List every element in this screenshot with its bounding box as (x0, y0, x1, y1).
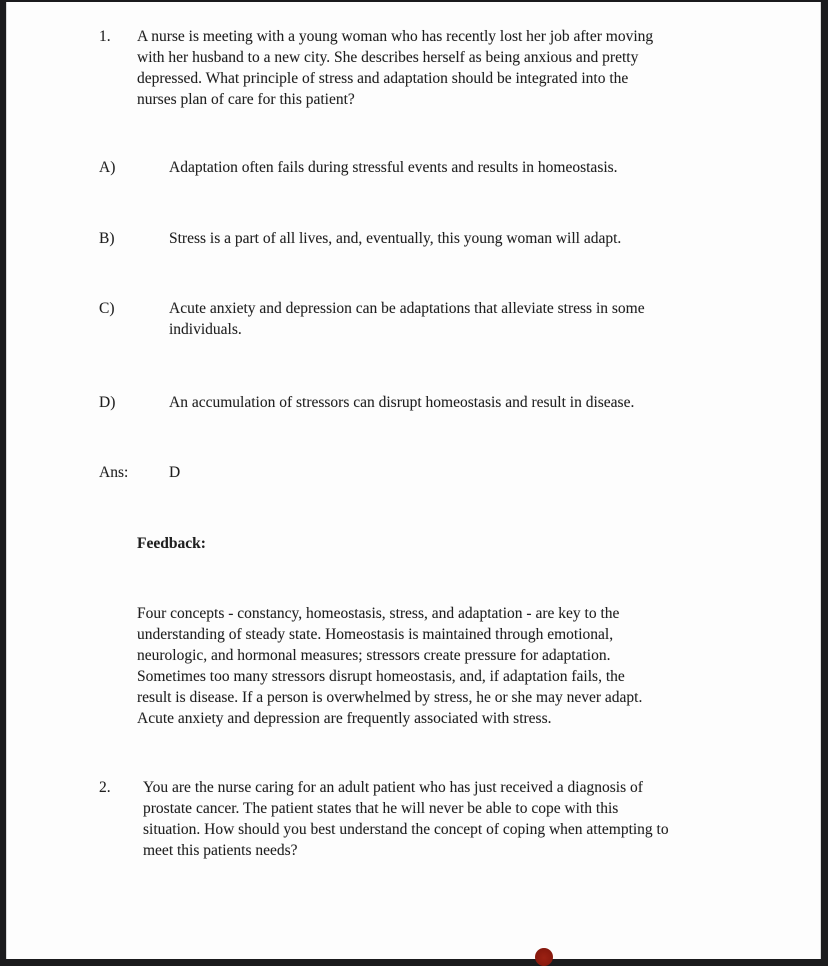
option-a-text (169, 157, 618, 178)
question-2-number: 2. (99, 779, 111, 796)
text-line: understanding of steady state. Homeostasis is maintained through emotional, (137, 626, 614, 643)
question-1-number: 1. (99, 28, 111, 45)
text-line: Four concepts - constancy, homeostasis, stress, and adaptation - are key to the (137, 605, 620, 622)
feedback-heading: Feedback: (137, 535, 206, 552)
question-1-text (137, 26, 653, 110)
option-c-text (169, 298, 645, 340)
option-b-letter: B) (99, 230, 115, 247)
option-b-text (169, 228, 621, 249)
text-line: Stress is a part of all lives, and, eventually, this young woman will adapt. (169, 230, 622, 247)
text-line: Acute anxiety and depression are frequently associated with stress. (137, 710, 552, 727)
document-page (6, 2, 821, 959)
option-d-text (169, 392, 634, 413)
option-c-letter: C) (99, 300, 115, 317)
text-line: result is disease. If a person is overwhelmed by stress, he or she may never adapt. (137, 689, 643, 706)
text-line: Sometimes too many stressors disrupt homeostasis, and, if adaptation fails, the (137, 668, 625, 685)
text-line: depressed. What principle of stress and adaptation should be integrated into the (137, 70, 629, 87)
text-line: with her husband to a new city. She describes herself as being anxious and pretty (137, 49, 639, 66)
text-line: meet this patients needs? (143, 842, 298, 859)
text-line: prostate cancer. The patient states that he will never be able to cope with this (143, 800, 619, 817)
text-line: nurses plan of care for this patient? (137, 91, 355, 108)
text-line: individuals. (169, 321, 242, 338)
option-a-letter: A) (99, 159, 116, 176)
text-line: neurologic, and hormonal measures; stressors create pressure for adaptation. (137, 647, 611, 664)
answer-label: Ans: (99, 464, 129, 481)
text-line: Adaptation often fails during stressful events and results in homeostasis. (169, 159, 618, 176)
text-line: A nurse is meeting with a young woman who has recently lost her job after moving (137, 28, 654, 45)
answer-value: D (169, 464, 181, 481)
red-dot-icon (535, 948, 553, 966)
feedback-paragraph (137, 603, 642, 729)
text-line: You are the nurse caring for an adult patient who has just received a diagnosis of (143, 779, 643, 796)
text-line: situation. How should you best understand the concept of coping when attempting to (143, 821, 669, 838)
question-2-text (143, 777, 669, 861)
option-d-letter: D) (99, 394, 116, 411)
text-line: Acute anxiety and depression can be adaptations that alleviate stress in some (169, 300, 645, 317)
text-line: An accumulation of stressors can disrupt homeostasis and result in disease. (169, 394, 635, 411)
